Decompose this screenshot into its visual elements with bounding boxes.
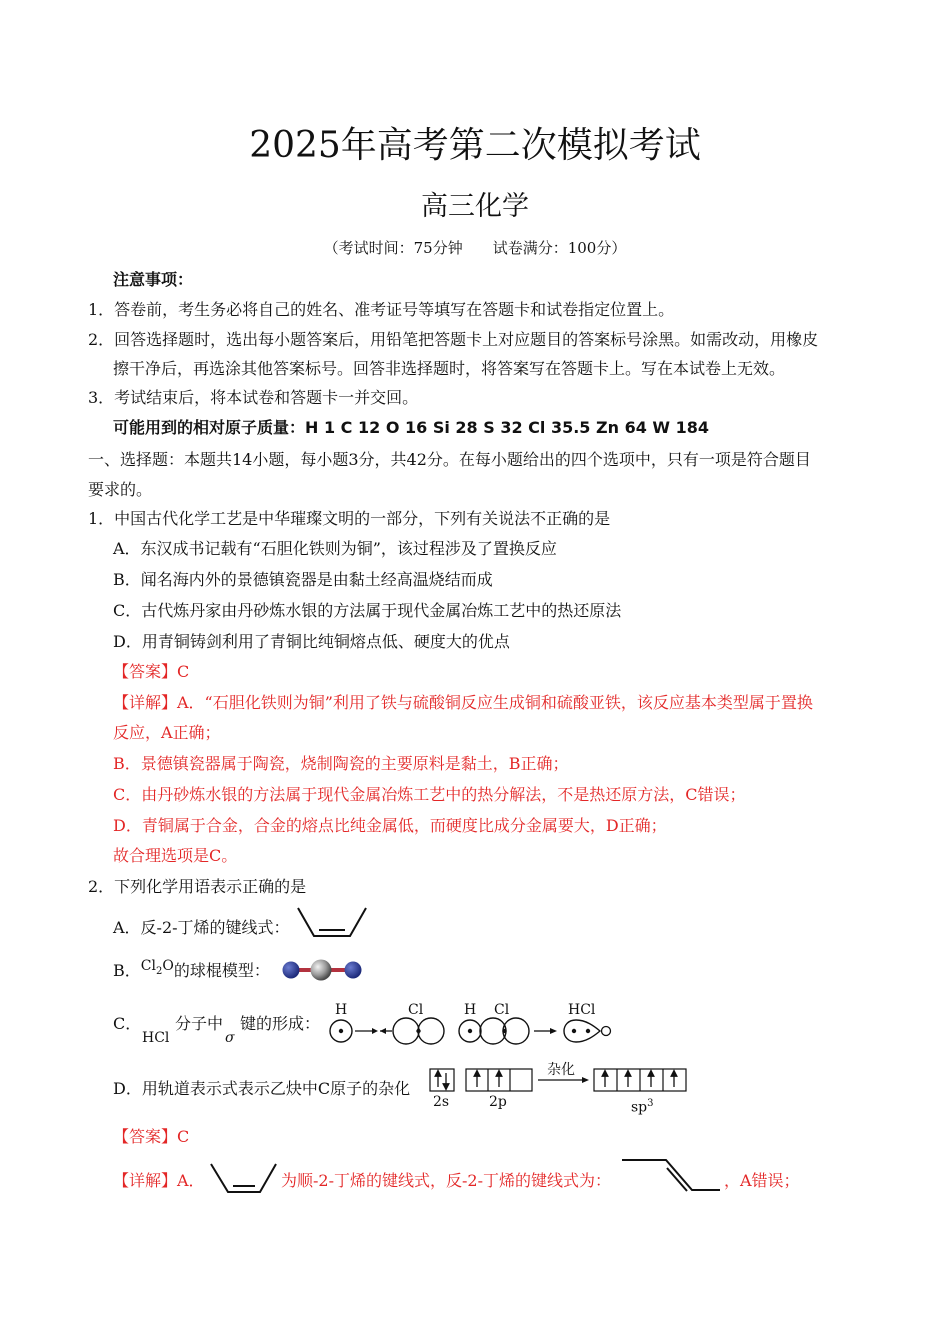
q1-option-d: D．用青铜铸剑利用了青铜比纯铜熔点低、硬度大的优点 [113, 632, 510, 651]
section1-heading-a: 一、选择题：本题共14小题，每小题3分，共42分。在每小题给出的四个选项中，只有一项是符合题目 [88, 450, 811, 469]
sigma-bond-formation-icon [328, 1016, 618, 1048]
q2-detail-end: ，A错误； [724, 1171, 800, 1190]
q2-option-c-prefix: C． [113, 1014, 142, 1033]
note-2b: 擦干净后，再选涂其他答案标号。回答非选择题时，将答案写在答题卡上。写在本试卷上无效。 [113, 359, 786, 378]
q1-option-a: A．东汉成书记载有“石胆化铁则为铜”，该过程涉及了置换反应 [113, 539, 557, 558]
ball-stick-model-icon [281, 958, 363, 982]
label-hcl: HCl [568, 1002, 596, 1018]
q2-option-a: A．反-2-丁烯的键线式： [113, 918, 290, 937]
label-cl2: Cl [494, 1002, 510, 1018]
q2-option-b [113, 958, 270, 988]
label-h2: H [464, 1002, 477, 1018]
page-title: 2025年高考第二次模拟考试 [249, 125, 701, 166]
q2-answer: 【答案】C [113, 1127, 190, 1146]
cis-butene-skeletal-icon [294, 906, 374, 940]
q2-option-d: D．用轨道表示式表示乙炔中C原子的杂化 [113, 1079, 411, 1098]
section1-heading-b: 要求的。 [88, 480, 153, 499]
label-h1: H [335, 1002, 348, 1018]
page-subtitle: 高三化学 [421, 191, 529, 222]
hcl-formula: HCl [142, 1030, 170, 1046]
q1-detail-c: C．由丹砂炼水银的方法属于现代金属冶炼工艺中的热分解法，不是热还原方法，C错误； [113, 785, 746, 804]
sp-text: sp [631, 1099, 648, 1116]
q1-option-b: B．闻名海内外的景德镇瓷器是由黏土经高温烧结而成 [113, 570, 493, 589]
hybridize-label: 杂化 [547, 1062, 575, 1078]
orbital-diagram-icon [428, 1066, 690, 1094]
label-2p: 2p [489, 1094, 507, 1110]
q2-detail-mid: 为顺-2-丁烯的键线式，反-2-丁烯的键线式为： [281, 1171, 611, 1190]
cl2o-o: O [162, 958, 174, 974]
q1-detail-a2: 反应，A正确； [113, 723, 221, 742]
q2-option-c-suffix: 键的形成： [240, 1014, 321, 1033]
notes-heading: 注意事项： [113, 270, 194, 289]
q2-option-b-suffix: 的球棍模型： [173, 961, 270, 980]
exam-info: （考试时间：75分钟 试卷满分：100分） [323, 239, 627, 257]
label-sp3 [631, 1094, 654, 1118]
cl2o-cl: Cl [140, 958, 156, 974]
atomic-mass: 可能用到的相对原子质量：H 1 C 12 O 16 Si 28 S 32 Cl 35.5 Zn 64 W 184 [113, 418, 710, 437]
q1-conclusion: 故合理选项是C。 [113, 846, 238, 865]
label-2s: 2s [433, 1094, 450, 1110]
q2-option-c-mid: 分子中 [175, 1014, 224, 1033]
cl2o-sub: 2 [155, 965, 163, 977]
q1-detail-a: 【详解】A．“石胆化铁则为铜”利用了铁与硫酸铜反应生成铜和硫酸亚铁，该反应基本类型属于置换 [113, 693, 813, 712]
cl2o-formula [140, 958, 174, 977]
q2-stem: 2．下列化学用语表示正确的是 [88, 877, 307, 896]
note-2a: 2．回答选择题时，选出每小题答案后，用铅笔把答题卡上对应题目的答案标号涂黑。如需改动，用橡皮 [88, 330, 819, 349]
q2-detail-prefix: 【详解】A． [113, 1171, 205, 1190]
q1-stem: 1．中国古代化学工艺是中华璀璨文明的一部分，下列有关说法不正确的是 [88, 509, 611, 528]
q1-option-c: C．古代炼丹家由丹砂炼水银的方法属于现代金属冶炼工艺中的热还原法 [113, 601, 622, 620]
q1-answer: 【答案】C [113, 662, 190, 681]
q1-detail-b: B．景德镇瓷器属于陶瓷，烧制陶瓷的主要原料是黏土，B正确； [113, 754, 569, 773]
trans-butene-skeletal-icon [620, 1158, 724, 1194]
sigma-symbol: σ [225, 1030, 235, 1046]
q1-detail-d: D．青铜属于合金，合金的熔点比纯金属低，而硬度比成分金属要大，D正确； [113, 816, 667, 835]
sp-sup: 3 [647, 1098, 654, 1109]
cis-butene-detail-icon [208, 1162, 280, 1196]
note-3: 3．考试结束后，将本试卷和答题卡一并交回。 [88, 388, 419, 407]
q2-option-b-prefix: B． [113, 961, 141, 980]
label-cl1: Cl [408, 1002, 424, 1018]
note-1: 1．答卷前，考生务必将自己的姓名、准考证号等填写在答题卡和试卷指定位置上。 [88, 300, 675, 319]
